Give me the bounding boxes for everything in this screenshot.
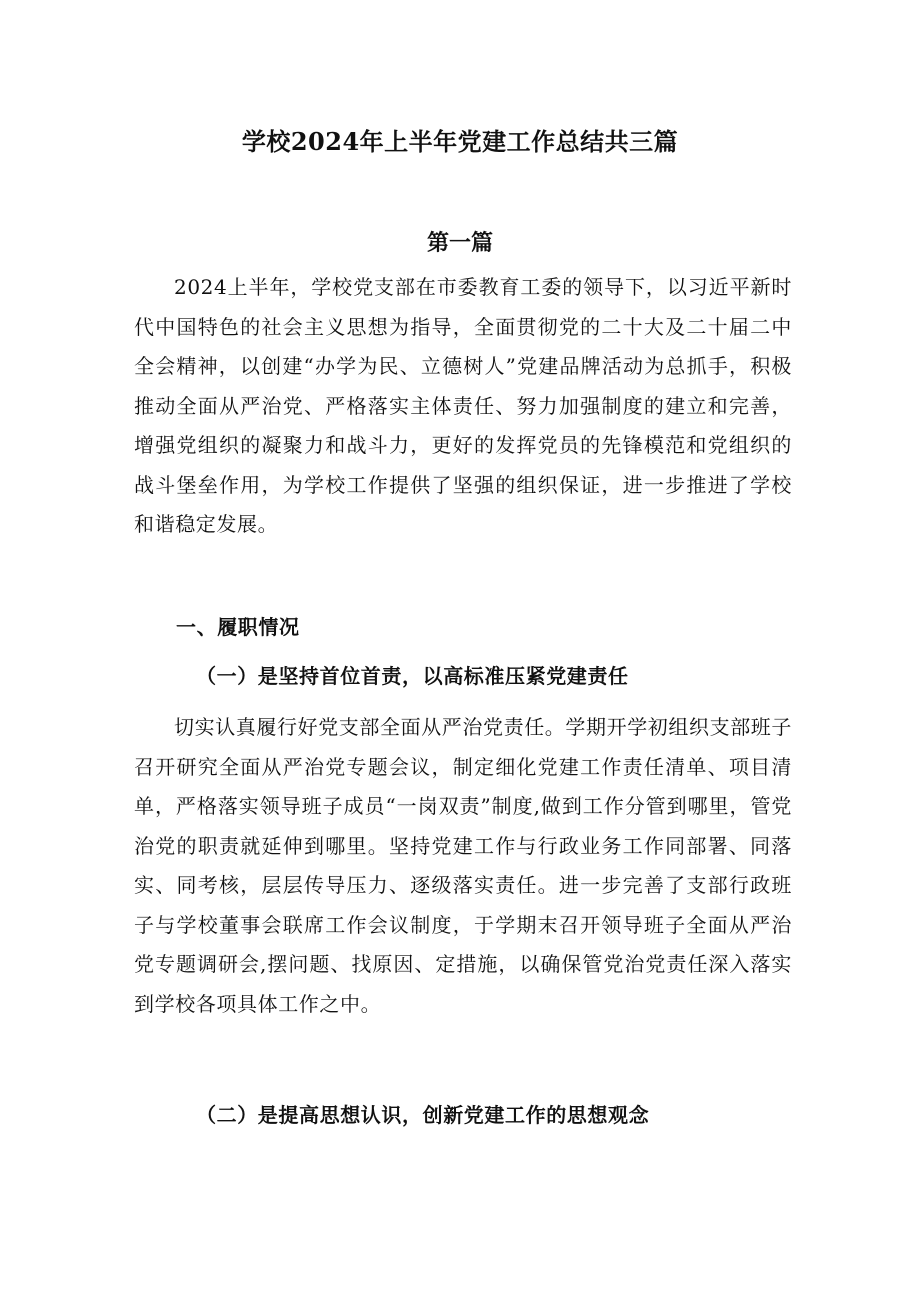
section-title: 第一篇: [426, 230, 493, 256]
subheading-thinking: （二）是提高思想认识，创新党建工作的思想观念: [196, 1103, 650, 1127]
document-title: 学校2024年上半年党建工作总结共三篇: [241, 127, 679, 156]
paragraph-responsibility: 切实认真履行好党支部全面从严治党责任。学期开学初组织支部班子召开研究全面从严治党专题会议，制定细化党建工作责任清单、项目清单，严格落实领导班子成员“一岗双责”制度,做到工作分管到哪里，管党治党的职责就延伸到哪里。坚持党建工作与行政业务工作同部署、同落实、同考核，层层传导压力、逐级落实责任。进一步完善了支部行政班子与学校董事会联席工作会议制度，于学期末召开领导班子全面从严治党专题调研会,摆问题、找原因、定措施，以确保管党治党责任深入落实到学校各项具体工作之中。: [134, 715, 792, 1016]
heading-performance: 一、履职情况: [176, 615, 300, 639]
subheading-responsibility: （一）是坚持首位首责，以高标准压紧党建责任: [196, 664, 629, 688]
paragraph-intro: 2024上半年，学校党支部在市委教育工委的领导下，以习近平新时代中国特色的社会主义思想为指导，全面贯彻党的二十大及二十届二中全会精神，以创建“办学为民、立德树人”党建品牌活动为总抓手，积极推动全面从严治党、严格落实主体责任、努力加强制度的建立和完善，增强党组织的凝聚力和战斗力，更好的发挥党员的先锋模范和党组织的战斗堡垒作用，为学校工作提供了坚强的组织保证，进一步推进了学校和谐稳定发展。: [134, 275, 792, 536]
